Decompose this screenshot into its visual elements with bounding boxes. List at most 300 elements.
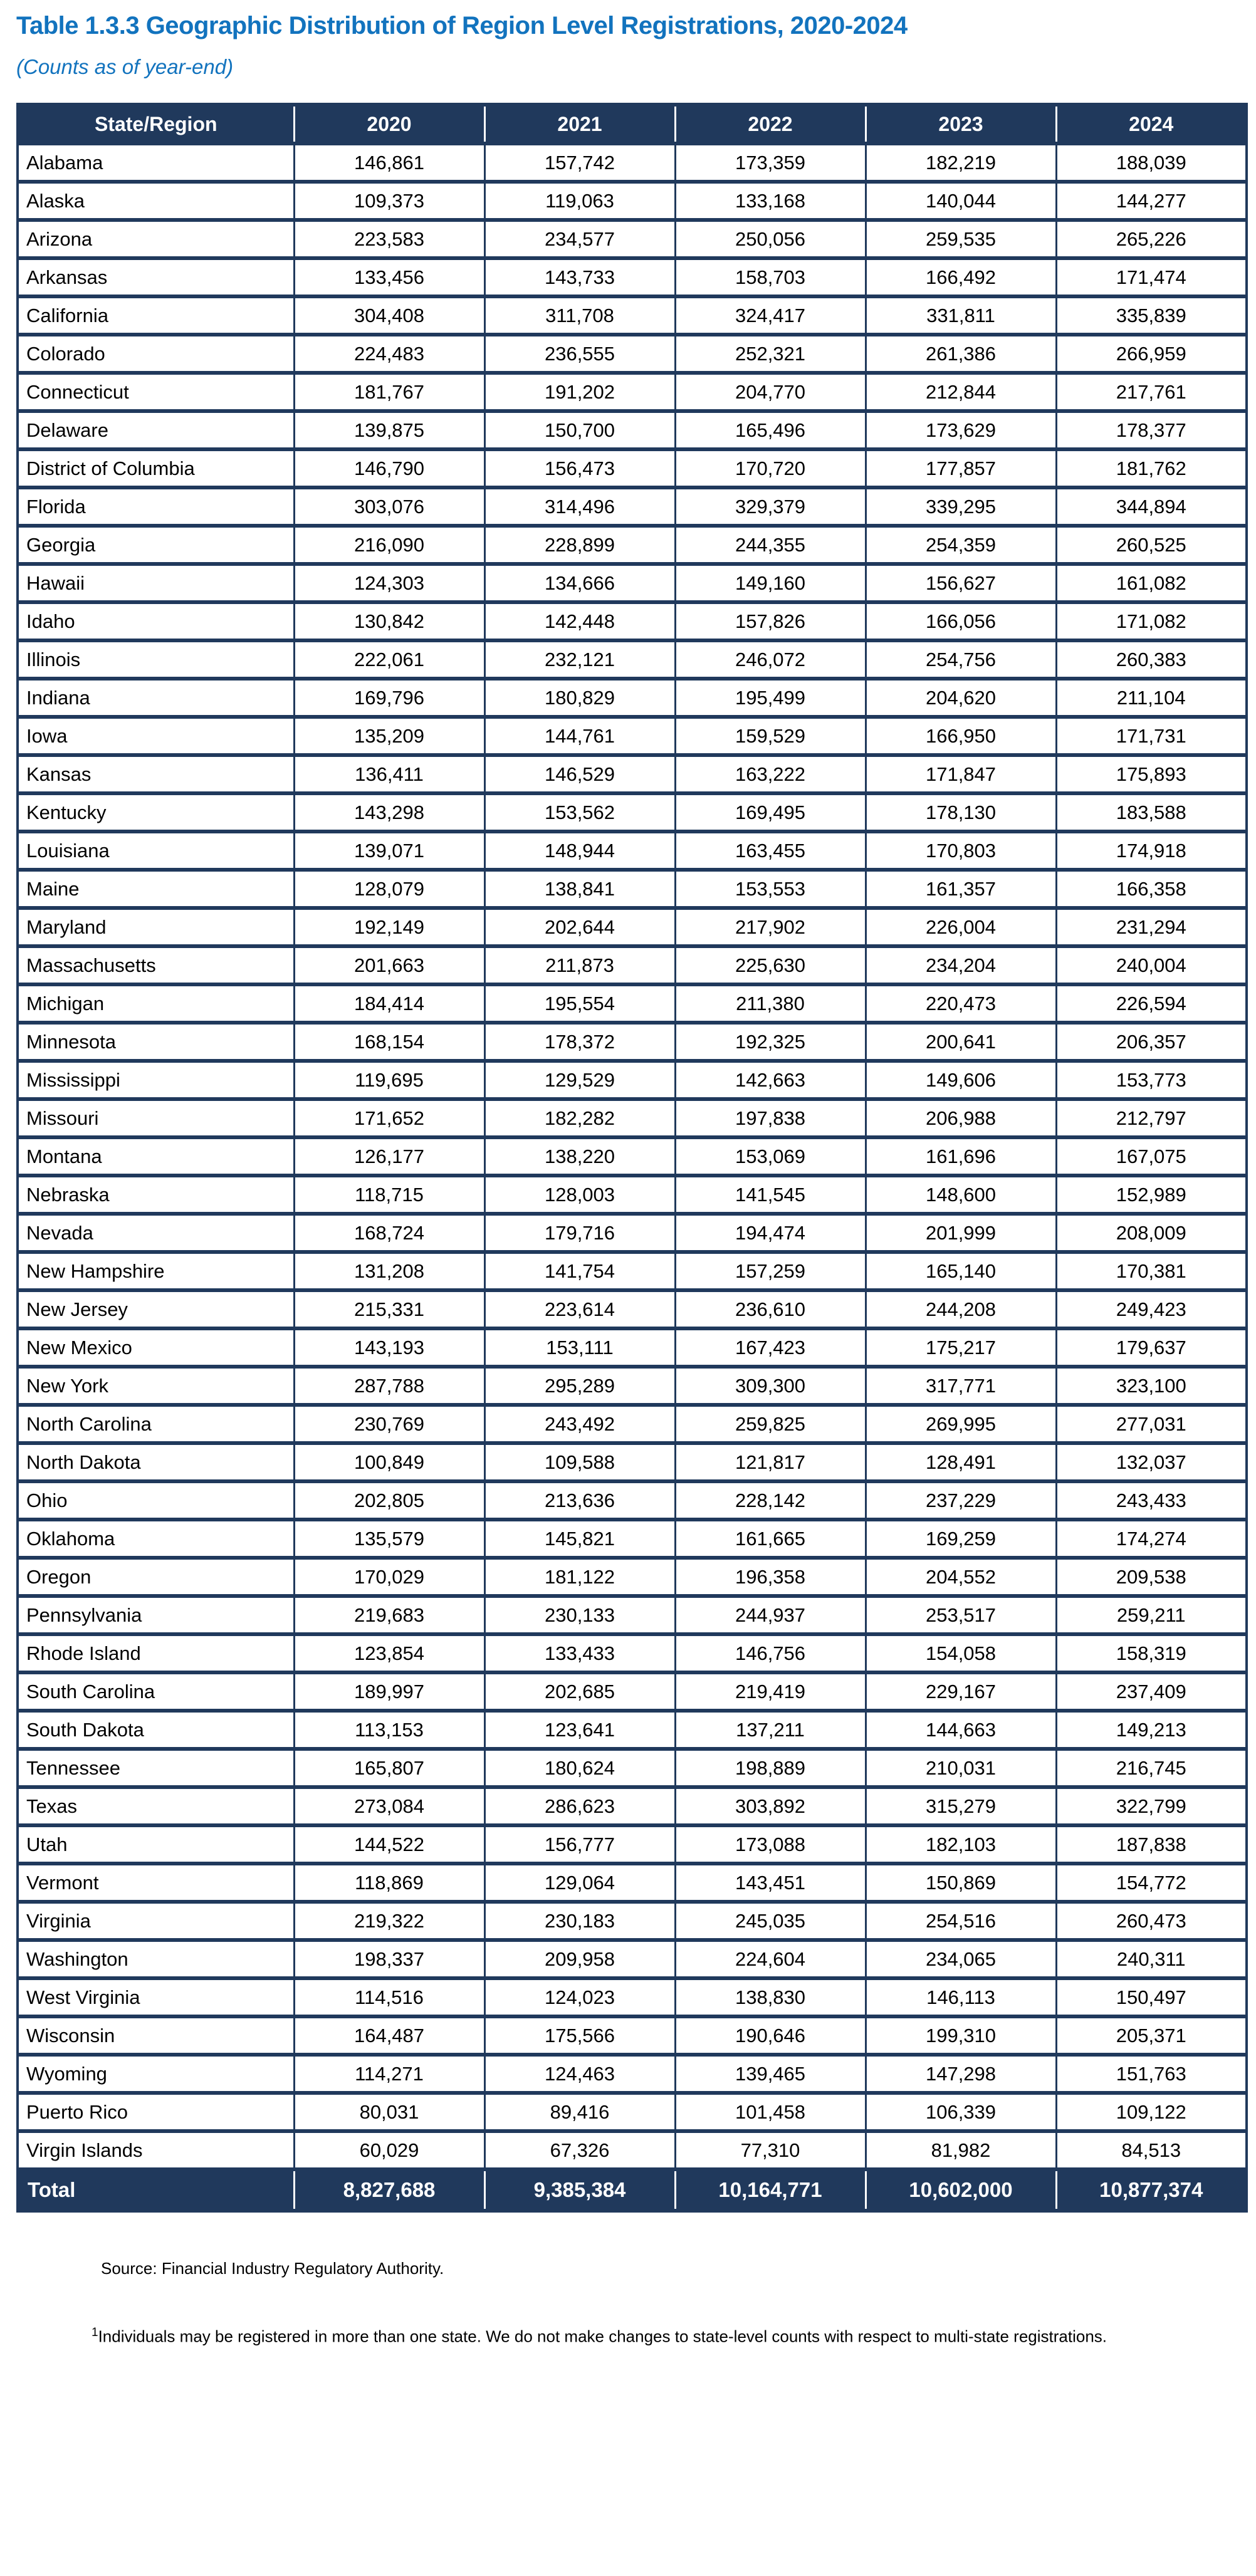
value-cell: 184,414	[294, 984, 484, 1023]
value-cell: 309,300	[675, 1367, 866, 1405]
value-cell: 206,357	[1056, 1023, 1247, 1061]
value-cell: 119,063	[484, 182, 675, 220]
state-cell: Virginia	[18, 1902, 294, 1940]
value-cell: 230,133	[484, 1596, 675, 1634]
state-cell: California	[18, 296, 294, 335]
value-cell: 67,326	[484, 2131, 675, 2169]
table-row	[18, 2093, 1247, 2131]
footnote-marker: 1	[92, 2326, 98, 2339]
state-cell: Pennsylvania	[18, 1596, 294, 1634]
value-cell: 144,761	[484, 717, 675, 755]
value-cell: 260,383	[1056, 640, 1247, 679]
value-cell: 223,583	[294, 220, 484, 258]
state-cell: Indiana	[18, 679, 294, 717]
footnote	[92, 2326, 1256, 2347]
table-row	[18, 1634, 1247, 1672]
table-row	[18, 984, 1247, 1023]
value-cell: 146,756	[675, 1634, 866, 1672]
value-cell: 170,029	[294, 1558, 484, 1596]
value-cell: 157,742	[484, 143, 675, 182]
value-cell: 171,082	[1056, 602, 1247, 640]
state-cell: New York	[18, 1367, 294, 1405]
table-row	[18, 1252, 1247, 1290]
value-cell: 137,211	[675, 1711, 866, 1749]
value-cell: 173,629	[866, 411, 1056, 449]
value-cell: 220,473	[866, 984, 1056, 1023]
value-cell: 199,310	[866, 2016, 1056, 2055]
value-cell: 204,620	[866, 679, 1056, 717]
state-cell: Arizona	[18, 220, 294, 258]
value-cell: 286,623	[484, 1787, 675, 1825]
value-cell: 128,003	[484, 1176, 675, 1214]
value-cell: 123,641	[484, 1711, 675, 1749]
value-cell: 236,610	[675, 1290, 866, 1328]
value-cell: 226,594	[1056, 984, 1247, 1023]
value-cell: 109,373	[294, 182, 484, 220]
value-cell: 128,491	[866, 1443, 1056, 1481]
value-cell: 81,982	[866, 2131, 1056, 2169]
state-cell: Alabama	[18, 143, 294, 182]
value-cell: 219,683	[294, 1596, 484, 1634]
value-cell: 144,663	[866, 1711, 1056, 1749]
value-cell: 141,754	[484, 1252, 675, 1290]
value-cell: 118,715	[294, 1176, 484, 1214]
value-cell: 266,959	[1056, 335, 1247, 373]
value-cell: 331,811	[866, 296, 1056, 335]
value-cell: 169,796	[294, 679, 484, 717]
table-row	[18, 296, 1247, 335]
value-cell: 161,082	[1056, 564, 1247, 602]
value-cell: 136,411	[294, 755, 484, 793]
value-cell: 170,381	[1056, 1252, 1247, 1290]
value-cell: 324,417	[675, 296, 866, 335]
value-cell: 202,685	[484, 1672, 675, 1711]
table-row	[18, 2016, 1247, 2055]
value-cell: 179,716	[484, 1214, 675, 1252]
value-cell: 231,294	[1056, 908, 1247, 946]
value-cell: 201,663	[294, 946, 484, 984]
state-cell: Nebraska	[18, 1176, 294, 1214]
value-cell: 304,408	[294, 296, 484, 335]
value-cell: 167,075	[1056, 1137, 1247, 1176]
table-row	[18, 1596, 1247, 1634]
value-cell: 259,535	[866, 220, 1056, 258]
value-cell: 139,465	[675, 2055, 866, 2093]
table-row	[18, 258, 1247, 296]
table-row	[18, 755, 1247, 793]
state-cell: Mississippi	[18, 1061, 294, 1099]
state-cell: South Dakota	[18, 1711, 294, 1749]
state-cell: Washington	[18, 1940, 294, 1978]
value-cell: 254,756	[866, 640, 1056, 679]
value-cell: 174,918	[1056, 832, 1247, 870]
value-cell: 182,282	[484, 1099, 675, 1137]
value-cell: 149,606	[866, 1061, 1056, 1099]
value-cell: 209,958	[484, 1940, 675, 1978]
value-cell: 165,496	[675, 411, 866, 449]
state-cell: Montana	[18, 1137, 294, 1176]
table-row	[18, 488, 1247, 526]
value-cell: 129,529	[484, 1061, 675, 1099]
value-cell: 180,624	[484, 1749, 675, 1787]
value-cell: 109,122	[1056, 2093, 1247, 2131]
value-cell: 138,841	[484, 870, 675, 908]
table-row	[18, 1023, 1247, 1061]
value-cell: 254,516	[866, 1902, 1056, 1940]
value-cell: 118,869	[294, 1864, 484, 1902]
value-cell: 181,122	[484, 1558, 675, 1596]
value-cell: 114,516	[294, 1978, 484, 2016]
value-cell: 150,497	[1056, 1978, 1247, 2016]
value-cell: 141,545	[675, 1176, 866, 1214]
value-cell: 132,037	[1056, 1443, 1247, 1481]
state-cell: Texas	[18, 1787, 294, 1825]
table-row	[18, 1137, 1247, 1176]
value-cell: 168,724	[294, 1214, 484, 1252]
value-cell: 133,456	[294, 258, 484, 296]
value-cell: 133,433	[484, 1634, 675, 1672]
state-cell: South Carolina	[18, 1672, 294, 1711]
value-cell: 175,893	[1056, 755, 1247, 793]
value-cell: 171,731	[1056, 717, 1247, 755]
value-cell: 261,386	[866, 335, 1056, 373]
value-cell: 188,039	[1056, 143, 1247, 182]
table-row	[18, 832, 1247, 870]
value-cell: 219,322	[294, 1902, 484, 1940]
value-cell: 161,665	[675, 1520, 866, 1558]
state-cell: New Mexico	[18, 1328, 294, 1367]
value-cell: 159,529	[675, 717, 866, 755]
state-cell: Illinois	[18, 640, 294, 679]
state-cell: Missouri	[18, 1099, 294, 1137]
value-cell: 224,483	[294, 335, 484, 373]
value-cell: 165,140	[866, 1252, 1056, 1290]
value-cell: 153,553	[675, 870, 866, 908]
value-cell: 148,600	[866, 1176, 1056, 1214]
value-cell: 165,807	[294, 1749, 484, 1787]
registrations-table	[16, 103, 1248, 2213]
table-row	[18, 1787, 1247, 1825]
value-cell: 157,826	[675, 602, 866, 640]
value-cell: 156,473	[484, 449, 675, 488]
source-note: Source: Financial Industry Regulatory Authority.	[101, 2259, 444, 2278]
value-cell: 249,423	[1056, 1290, 1247, 1328]
table-row	[18, 1558, 1247, 1596]
value-cell: 215,331	[294, 1290, 484, 1328]
value-cell: 234,065	[866, 1940, 1056, 1978]
table-row	[18, 1864, 1247, 1902]
value-cell: 223,614	[484, 1290, 675, 1328]
value-cell: 194,474	[675, 1214, 866, 1252]
value-cell: 177,857	[866, 449, 1056, 488]
total-value-cell: 10,602,000	[866, 2169, 1056, 2211]
value-cell: 84,513	[1056, 2131, 1247, 2169]
value-cell: 182,219	[866, 143, 1056, 182]
state-cell: Hawaii	[18, 564, 294, 602]
table-row	[18, 1749, 1247, 1787]
value-cell: 171,474	[1056, 258, 1247, 296]
value-cell: 197,838	[675, 1099, 866, 1137]
value-cell: 216,745	[1056, 1749, 1247, 1787]
value-cell: 230,183	[484, 1902, 675, 1940]
table-row	[18, 717, 1247, 755]
value-cell: 113,153	[294, 1711, 484, 1749]
value-cell: 195,554	[484, 984, 675, 1023]
value-cell: 204,552	[866, 1558, 1056, 1596]
table-row	[18, 1520, 1247, 1558]
table-row	[18, 1672, 1247, 1711]
value-cell: 161,357	[866, 870, 1056, 908]
value-cell: 148,944	[484, 832, 675, 870]
value-cell: 323,100	[1056, 1367, 1247, 1405]
value-cell: 217,761	[1056, 373, 1247, 411]
value-cell: 246,072	[675, 640, 866, 679]
value-cell: 163,455	[675, 832, 866, 870]
value-cell: 158,703	[675, 258, 866, 296]
state-cell: Massachusetts	[18, 946, 294, 984]
state-cell: Virgin Islands	[18, 2131, 294, 2169]
value-cell: 145,821	[484, 1520, 675, 1558]
value-cell: 344,894	[1056, 488, 1247, 526]
value-cell: 149,160	[675, 564, 866, 602]
value-cell: 182,103	[866, 1825, 1056, 1864]
table-row	[18, 564, 1247, 602]
table-row	[18, 1940, 1247, 1978]
value-cell: 143,298	[294, 793, 484, 832]
value-cell: 190,646	[675, 2016, 866, 2055]
value-cell: 140,044	[866, 182, 1056, 220]
value-cell: 237,229	[866, 1481, 1056, 1520]
value-cell: 166,492	[866, 258, 1056, 296]
value-cell: 178,130	[866, 793, 1056, 832]
value-cell: 114,271	[294, 2055, 484, 2093]
value-cell: 216,090	[294, 526, 484, 564]
state-cell: New Hampshire	[18, 1252, 294, 1290]
value-cell: 252,321	[675, 335, 866, 373]
value-cell: 192,149	[294, 908, 484, 946]
value-cell: 204,770	[675, 373, 866, 411]
value-cell: 166,056	[866, 602, 1056, 640]
value-cell: 135,209	[294, 717, 484, 755]
value-cell: 150,869	[866, 1864, 1056, 1902]
column-header-2020: 2020	[294, 105, 484, 143]
value-cell: 229,167	[866, 1672, 1056, 1711]
value-cell: 269,995	[866, 1405, 1056, 1443]
table-row	[18, 679, 1247, 717]
value-cell: 144,277	[1056, 182, 1247, 220]
table-row	[18, 870, 1247, 908]
table-row	[18, 182, 1247, 220]
table-row	[18, 1176, 1247, 1214]
value-cell: 138,220	[484, 1137, 675, 1176]
value-cell: 121,817	[675, 1443, 866, 1481]
table-row	[18, 1481, 1247, 1520]
value-cell: 180,829	[484, 679, 675, 717]
state-cell: Nevada	[18, 1214, 294, 1252]
value-cell: 60,029	[294, 2131, 484, 2169]
value-cell: 143,451	[675, 1864, 866, 1902]
value-cell: 245,035	[675, 1902, 866, 1940]
value-cell: 253,517	[866, 1596, 1056, 1634]
state-cell: Ohio	[18, 1481, 294, 1520]
column-header-2023: 2023	[866, 105, 1056, 143]
value-cell: 153,069	[675, 1137, 866, 1176]
value-cell: 101,458	[675, 2093, 866, 2131]
state-cell: Wisconsin	[18, 2016, 294, 2055]
value-cell: 211,104	[1056, 679, 1247, 717]
value-cell: 171,847	[866, 755, 1056, 793]
value-cell: 240,311	[1056, 1940, 1247, 1978]
column-header-2024: 2024	[1056, 105, 1247, 143]
value-cell: 130,842	[294, 602, 484, 640]
table-row	[18, 1367, 1247, 1405]
value-cell: 208,009	[1056, 1214, 1247, 1252]
value-cell: 200,641	[866, 1023, 1056, 1061]
value-cell: 335,839	[1056, 296, 1247, 335]
footnote-text: Individuals may be registered in more than one state. We do not make changes to state-level counts with respect to multi-state registrations.	[98, 2327, 1107, 2346]
state-cell: Michigan	[18, 984, 294, 1023]
value-cell: 202,644	[484, 908, 675, 946]
table-row	[18, 1443, 1247, 1481]
table-row	[18, 1978, 1247, 2016]
table-row	[18, 908, 1247, 946]
value-cell: 228,142	[675, 1481, 866, 1520]
state-cell: Minnesota	[18, 1023, 294, 1061]
state-cell: Maryland	[18, 908, 294, 946]
value-cell: 142,663	[675, 1061, 866, 1099]
value-cell: 244,937	[675, 1596, 866, 1634]
value-cell: 139,071	[294, 832, 484, 870]
value-cell: 170,720	[675, 449, 866, 488]
value-cell: 153,773	[1056, 1061, 1247, 1099]
table-row	[18, 946, 1247, 984]
value-cell: 211,380	[675, 984, 866, 1023]
value-cell: 144,522	[294, 1825, 484, 1864]
table-subtitle: (Counts as of year-end)	[16, 55, 234, 78]
value-cell: 196,358	[675, 1558, 866, 1596]
table-row	[18, 2131, 1247, 2169]
table-row	[18, 793, 1247, 832]
table-row	[18, 1061, 1247, 1099]
value-cell: 232,121	[484, 640, 675, 679]
column-header-2021: 2021	[484, 105, 675, 143]
value-cell: 259,825	[675, 1405, 866, 1443]
value-cell: 212,844	[866, 373, 1056, 411]
value-cell: 171,652	[294, 1099, 484, 1137]
value-cell: 169,259	[866, 1520, 1056, 1558]
total-value-cell: 9,385,384	[484, 2169, 675, 2211]
value-cell: 178,372	[484, 1023, 675, 1061]
value-cell: 187,838	[1056, 1825, 1247, 1864]
state-cell: Puerto Rico	[18, 2093, 294, 2131]
state-cell: New Jersey	[18, 1290, 294, 1328]
value-cell: 153,111	[484, 1328, 675, 1367]
value-cell: 174,274	[1056, 1520, 1247, 1558]
value-cell: 244,355	[675, 526, 866, 564]
value-cell: 244,208	[866, 1290, 1056, 1328]
state-cell: Connecticut	[18, 373, 294, 411]
table-row	[18, 1214, 1247, 1252]
value-cell: 109,588	[484, 1443, 675, 1481]
value-cell: 259,211	[1056, 1596, 1247, 1634]
value-cell: 154,772	[1056, 1864, 1247, 1902]
value-cell: 209,538	[1056, 1558, 1247, 1596]
header-row	[18, 105, 1247, 143]
value-cell: 131,208	[294, 1252, 484, 1290]
value-cell: 178,377	[1056, 411, 1247, 449]
column-header-2022: 2022	[675, 105, 866, 143]
value-cell: 211,873	[484, 946, 675, 984]
value-cell: 143,733	[484, 258, 675, 296]
value-cell: 287,788	[294, 1367, 484, 1405]
value-cell: 156,777	[484, 1825, 675, 1864]
value-cell: 163,222	[675, 755, 866, 793]
value-cell: 77,310	[675, 2131, 866, 2169]
value-cell: 295,289	[484, 1367, 675, 1405]
value-cell: 153,562	[484, 793, 675, 832]
value-cell: 135,579	[294, 1520, 484, 1558]
value-cell: 106,339	[866, 2093, 1056, 2131]
value-cell: 146,113	[866, 1978, 1056, 2016]
value-cell: 156,627	[866, 564, 1056, 602]
table-row	[18, 1099, 1247, 1137]
value-cell: 147,298	[866, 2055, 1056, 2093]
value-cell: 129,064	[484, 1864, 675, 1902]
value-cell: 219,419	[675, 1672, 866, 1711]
value-cell: 179,637	[1056, 1328, 1247, 1367]
value-cell: 126,177	[294, 1137, 484, 1176]
value-cell: 124,303	[294, 564, 484, 602]
value-cell: 317,771	[866, 1367, 1056, 1405]
value-cell: 339,295	[866, 488, 1056, 526]
value-cell: 303,076	[294, 488, 484, 526]
value-cell: 198,337	[294, 1940, 484, 1978]
value-cell: 139,875	[294, 411, 484, 449]
value-cell: 195,499	[675, 679, 866, 717]
table-row	[18, 640, 1247, 679]
value-cell: 154,058	[866, 1634, 1056, 1672]
value-cell: 161,696	[866, 1137, 1056, 1176]
table-row	[18, 1405, 1247, 1443]
value-cell: 164,487	[294, 2016, 484, 2055]
value-cell: 243,492	[484, 1405, 675, 1443]
value-cell: 205,371	[1056, 2016, 1247, 2055]
value-cell: 206,988	[866, 1099, 1056, 1137]
value-cell: 138,830	[675, 1978, 866, 2016]
value-cell: 133,168	[675, 182, 866, 220]
value-cell: 260,525	[1056, 526, 1247, 564]
total-value-cell: 8,827,688	[294, 2169, 484, 2211]
value-cell: 265,226	[1056, 220, 1247, 258]
table-row	[18, 1825, 1247, 1864]
state-cell: Louisiana	[18, 832, 294, 870]
table-row	[18, 143, 1247, 182]
value-cell: 152,989	[1056, 1176, 1247, 1214]
value-cell: 201,999	[866, 1214, 1056, 1252]
value-cell: 303,892	[675, 1787, 866, 1825]
value-cell: 329,379	[675, 488, 866, 526]
state-cell: Oklahoma	[18, 1520, 294, 1558]
value-cell: 198,889	[675, 1749, 866, 1787]
value-cell: 166,358	[1056, 870, 1247, 908]
value-cell: 237,409	[1056, 1672, 1247, 1711]
value-cell: 260,473	[1056, 1902, 1247, 1940]
value-cell: 273,084	[294, 1787, 484, 1825]
state-cell: North Carolina	[18, 1405, 294, 1443]
value-cell: 217,902	[675, 908, 866, 946]
value-cell: 240,004	[1056, 946, 1247, 984]
value-cell: 192,325	[675, 1023, 866, 1061]
